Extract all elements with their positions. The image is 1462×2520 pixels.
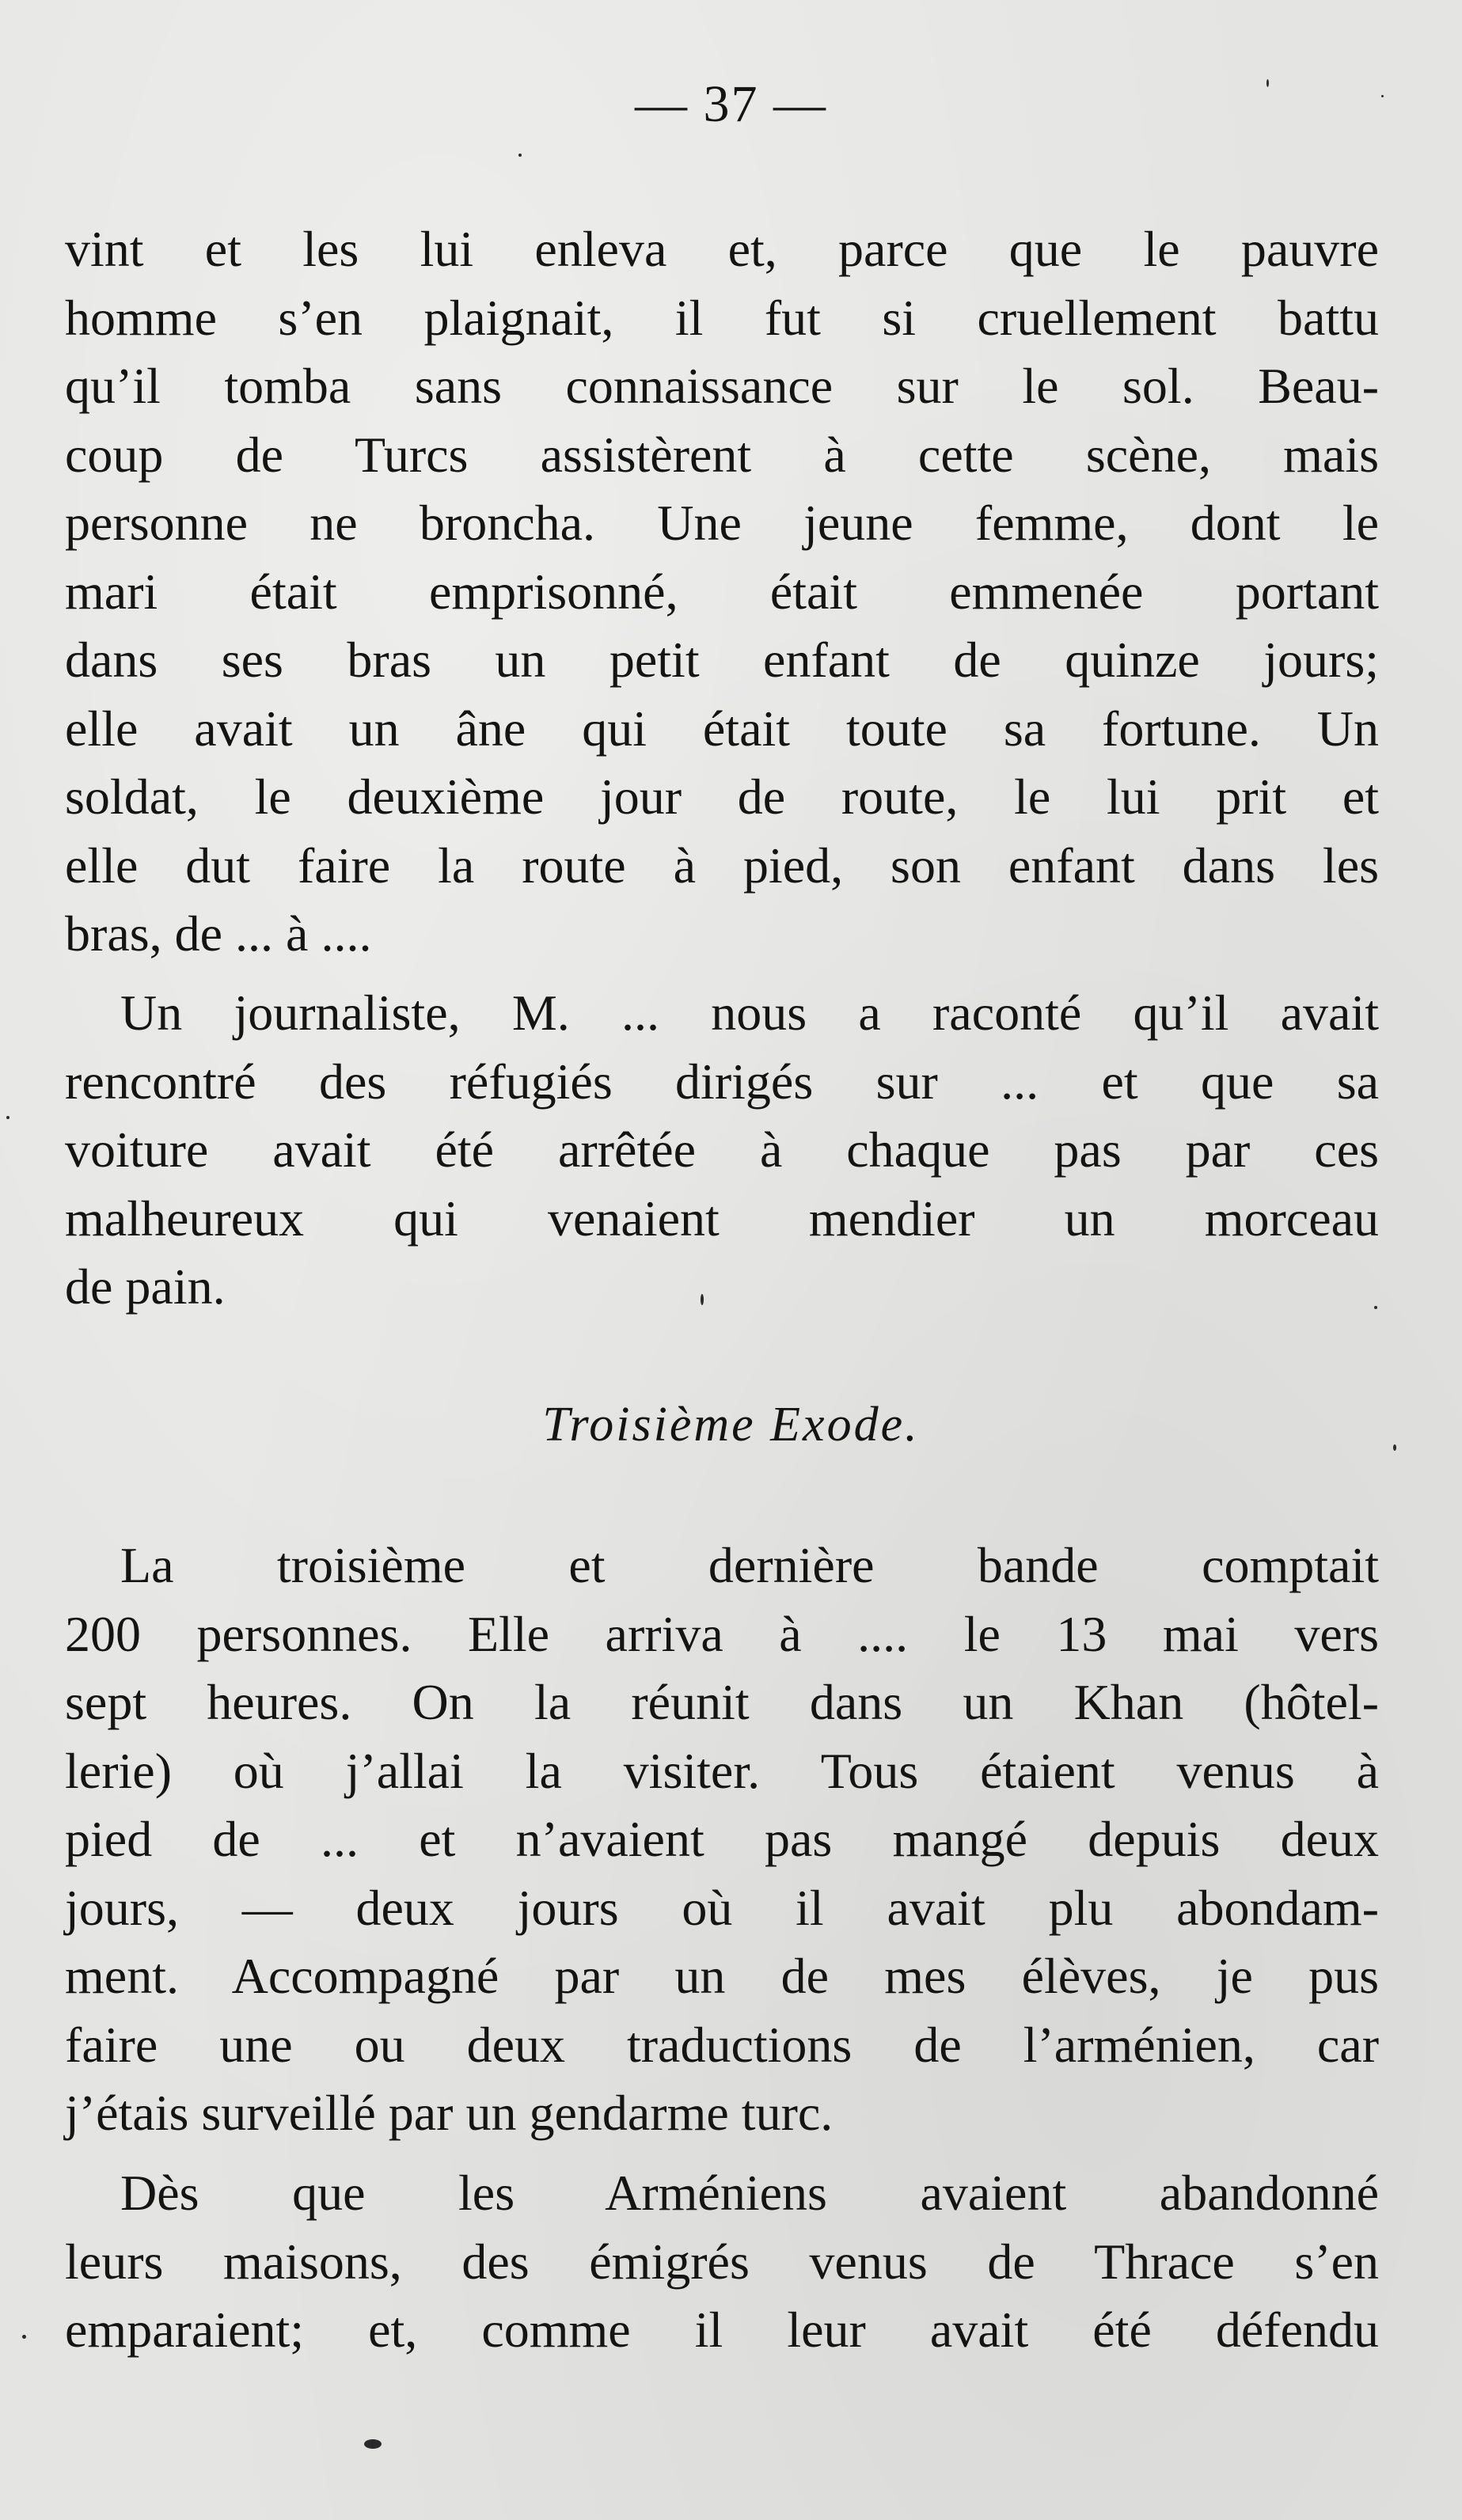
text-line: faire une ou deux traductions de l’arménien, car: [65, 2016, 1379, 2073]
text-line: emparaient; et, comme il leur avait été défendu: [65, 2302, 1379, 2358]
text-line: j’étais surveillé par un gendarme turc.: [65, 2085, 834, 2141]
paragraph-4: [65, 2159, 1379, 2365]
scan-speck: [1374, 1306, 1377, 1309]
text-line: voiture avait été arrêtée à chaque pas par ces: [65, 1121, 1379, 1178]
text-line: lerie) où j’allai la visiter. Tous étaient venus à: [65, 1742, 1379, 1799]
paragraph-1: [65, 215, 1379, 969]
scan-speck: [6, 1116, 9, 1119]
text-line: malheureux qui venaient mendier un morceau: [65, 1190, 1379, 1247]
text-line: ment. Accompagné par un de mes élèves, je pus: [65, 1948, 1379, 2004]
text-line: La troisième et dernière bande comptait: [120, 1537, 1379, 1593]
section-heading: Troisième Exode.: [542, 1398, 920, 1452]
scan-speck: [22, 2335, 26, 2339]
paragraph-3: [65, 1531, 1379, 2148]
text-line: vint et les lui enleva et, parce que le pauvre: [65, 221, 1379, 277]
text-line: leurs maisons, des émigrés venus de Thrace s’en: [65, 2233, 1379, 2290]
scan-speck: [701, 1294, 704, 1305]
text-line: 200 personnes. Elle arriva à .... le 13 mai vers: [65, 1605, 1379, 1662]
text-line: pied de ... et n’avaient pas mangé depuis deux: [65, 1811, 1379, 1867]
text-line: Dès que les Arméniens avaient abandonné: [120, 2165, 1379, 2221]
page-number: — 37 —: [635, 75, 827, 133]
scan-speck: [364, 2439, 382, 2449]
text-line: elle avait un âne qui était toute sa fortune. Un: [65, 700, 1379, 757]
text-line: qu’il tomba sans connaissance sur le sol. Beau-: [65, 358, 1379, 414]
text-line: dans ses bras un petit enfant de quinze jours;: [65, 632, 1379, 688]
text-line: coup de Turcs assistèrent à cette scène, mais: [65, 426, 1379, 483]
text-line: bras, de ... à ....: [65, 905, 372, 962]
text-line: homme s’en plaignait, il fut si cruellement battu: [65, 289, 1379, 346]
text-line: soldat, le deuxième jour de route, le lui prit et: [65, 769, 1379, 825]
text-line: rencontré des réfugiés dirigés sur ... et que sa: [65, 1053, 1379, 1110]
text-line: personne ne broncha. Une jeune femme, dont le: [65, 495, 1379, 551]
scan-speck: [1393, 1444, 1396, 1451]
scan-speck: [518, 154, 522, 157]
text-line: elle dut faire la route à pied, son enfant dans les: [65, 837, 1379, 894]
paragraph-2: [65, 979, 1379, 1322]
text-line: mari était emprisonné, était emmenée portant: [65, 563, 1379, 620]
text-line: sept heures. On la réunit dans un Khan (hôtel-: [65, 1674, 1379, 1730]
text-line: jours, — deux jours où il avait plu abondam-: [65, 1879, 1379, 1936]
text-line: Un journaliste, M. ... nous a raconté qu’il avait: [120, 985, 1379, 1041]
scan-speck: [1381, 95, 1384, 97]
scan-speck: [1266, 79, 1269, 87]
text-line: de pain.: [65, 1258, 226, 1315]
